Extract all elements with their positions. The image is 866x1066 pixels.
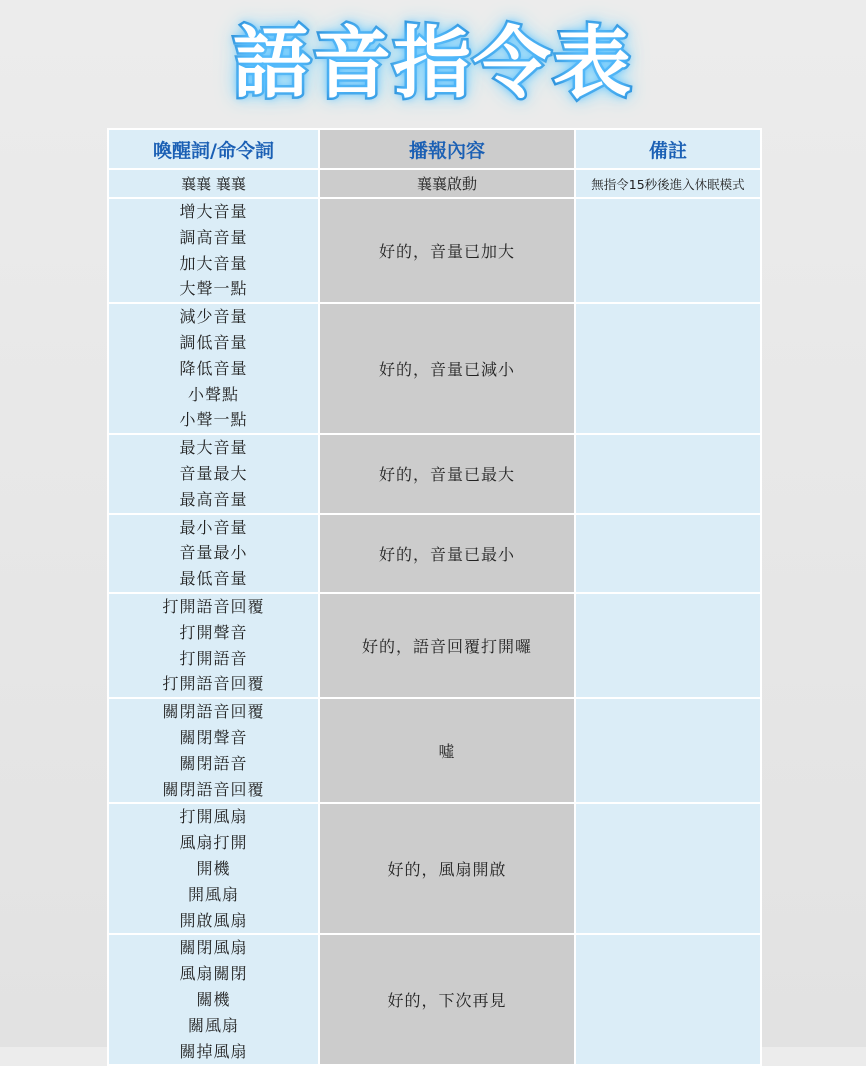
command-item: 關閉語音回覆 bbox=[162, 779, 265, 799]
command-item: 加大音量 bbox=[179, 253, 248, 273]
note-cell bbox=[575, 803, 761, 934]
command-item: 最低音量 bbox=[179, 569, 248, 589]
table-row bbox=[108, 514, 761, 593]
command-item: 打開語音 bbox=[179, 648, 248, 668]
command-item: 增大音量 bbox=[179, 202, 248, 221]
command-item: 調低音量 bbox=[179, 332, 248, 352]
command-item: 關風扇 bbox=[187, 1015, 239, 1035]
wake-note: 無指令15秒後進入休眠模式 bbox=[575, 169, 761, 198]
command-item: 打開語音回覆 bbox=[162, 674, 265, 694]
header-reply: 播報內容 bbox=[319, 129, 575, 169]
command-item: 降低音量 bbox=[179, 358, 248, 378]
command-item: 最高音量 bbox=[179, 489, 248, 509]
table-row bbox=[108, 434, 761, 513]
command-item: 減少音量 bbox=[179, 307, 248, 327]
wake-command: 襄襄 襄襄 bbox=[108, 169, 319, 198]
command-item: 音量最小 bbox=[179, 543, 248, 563]
command-item: 開機 bbox=[196, 858, 231, 878]
command-list bbox=[108, 514, 319, 593]
header-command: 喚醒詞/命令詞 bbox=[108, 129, 319, 169]
command-list bbox=[108, 303, 319, 434]
command-item: 音量最大 bbox=[179, 463, 248, 483]
note-cell bbox=[575, 934, 761, 1065]
command-item: 開風扇 bbox=[187, 884, 239, 904]
command-item: 小聲點 bbox=[187, 384, 239, 404]
note-cell bbox=[575, 198, 761, 303]
reply-text: 好的，語音回覆打開囉 bbox=[319, 593, 575, 698]
note-cell bbox=[575, 593, 761, 698]
command-list bbox=[108, 434, 319, 513]
command-item: 最小音量 bbox=[179, 517, 248, 537]
command-item: 最大音量 bbox=[179, 438, 248, 458]
note-cell bbox=[575, 514, 761, 593]
page-title: 語音指令表 bbox=[232, 19, 633, 109]
note-cell bbox=[575, 303, 761, 434]
reply-text: 好的，音量已減小 bbox=[319, 303, 575, 434]
command-list bbox=[108, 198, 319, 303]
command-item: 小聲一點 bbox=[179, 410, 248, 430]
table-row bbox=[108, 803, 761, 934]
command-item: 打開聲音 bbox=[179, 622, 248, 642]
reply-text: 好的，音量已加大 bbox=[319, 198, 575, 303]
reply-text: 好的，音量已最小 bbox=[319, 514, 575, 593]
reply-text: 噓 bbox=[319, 698, 575, 803]
table-row bbox=[108, 198, 761, 303]
wake-row bbox=[108, 169, 761, 198]
command-item: 風扇關閉 bbox=[179, 964, 248, 984]
command-item: 關閉語音 bbox=[179, 753, 248, 773]
command-item: 關掉風扇 bbox=[179, 1041, 248, 1061]
command-item: 打開風扇 bbox=[179, 807, 248, 827]
note-cell bbox=[575, 434, 761, 513]
table-row bbox=[108, 593, 761, 698]
command-item: 大聲一點 bbox=[179, 279, 248, 299]
table-row bbox=[108, 934, 761, 1065]
table-body bbox=[108, 169, 761, 1065]
table-row bbox=[108, 698, 761, 803]
note-cell bbox=[575, 698, 761, 803]
command-item: 關閉風扇 bbox=[179, 938, 248, 958]
command-list bbox=[108, 803, 319, 934]
reply-text: 好的，風扇開啟 bbox=[319, 803, 575, 934]
command-list bbox=[108, 593, 319, 698]
wake-reply: 襄襄啟動 bbox=[319, 169, 575, 198]
command-item: 關閉聲音 bbox=[179, 727, 248, 747]
header-note: 備註 bbox=[575, 129, 761, 169]
voice-command-table bbox=[107, 128, 762, 1066]
reply-text: 好的，下次再見 bbox=[319, 934, 575, 1065]
command-item: 關閉語音回覆 bbox=[162, 702, 265, 722]
command-item: 關機 bbox=[196, 989, 231, 1009]
reply-text: 好的，音量已最大 bbox=[319, 434, 575, 513]
command-list bbox=[108, 934, 319, 1065]
command-item: 調高音量 bbox=[179, 227, 248, 247]
command-item: 打開語音回覆 bbox=[162, 596, 265, 616]
command-item: 開啟風扇 bbox=[179, 910, 248, 930]
command-list bbox=[108, 698, 319, 803]
command-item: 風扇打開 bbox=[179, 833, 248, 853]
table-header-row bbox=[108, 129, 761, 169]
table-row bbox=[108, 303, 761, 434]
